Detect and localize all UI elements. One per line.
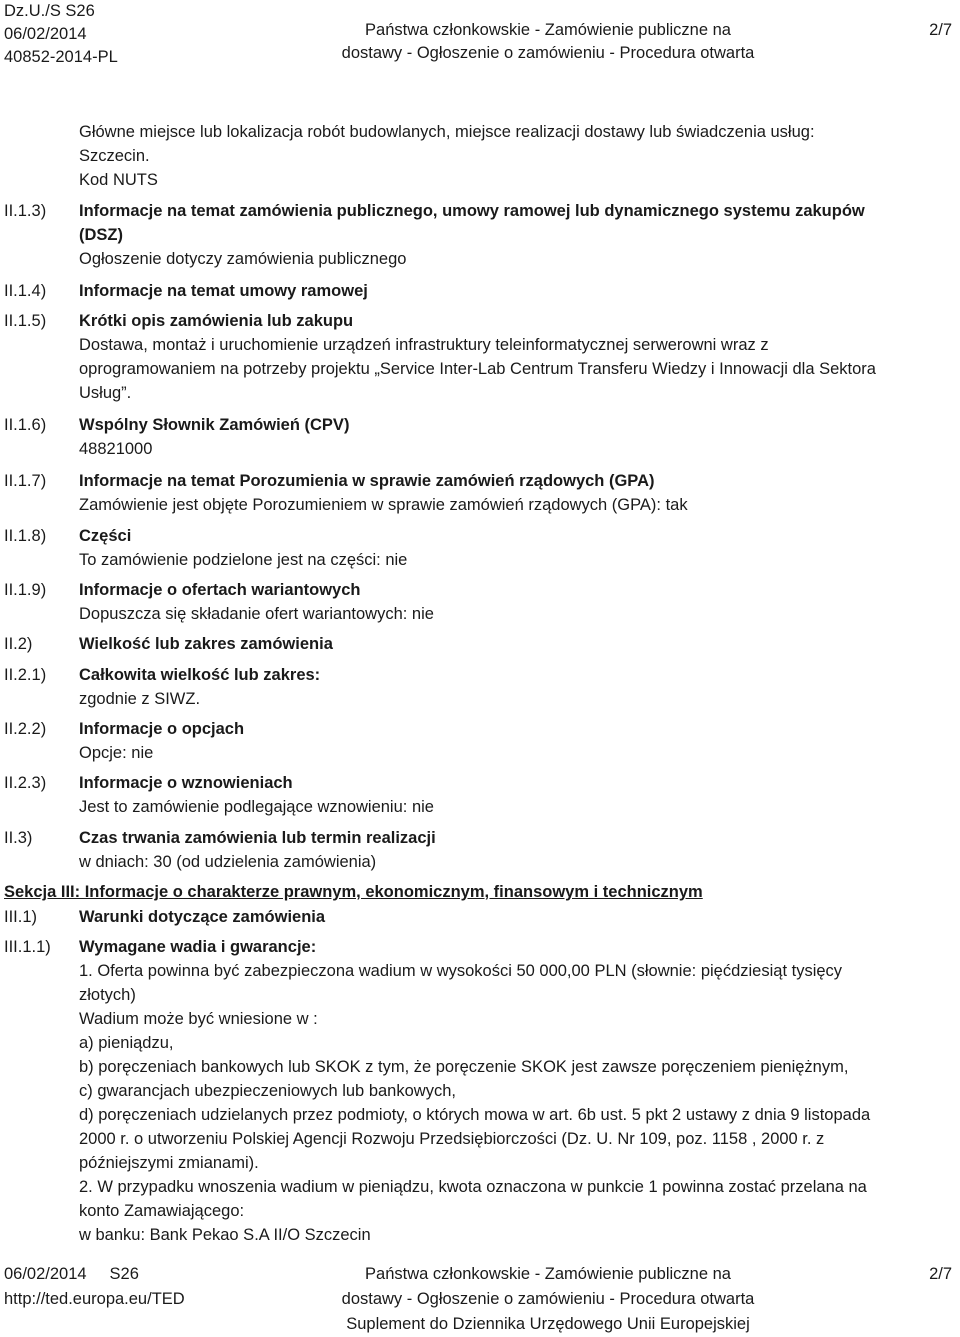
section-value: Zamówienie jest objęte Porozumieniem w sprawie zamówień rządowych (GPA): tak	[79, 496, 688, 514]
location-value: Szczecin.	[79, 147, 150, 165]
section-number: II.3)	[4, 829, 33, 847]
text-line: 1. Oferta powinna być zabezpieczona wadium w wysokości 50 000,00 PLN (słownie: pięćdziesiąt tysięcy	[79, 962, 843, 980]
section-value: Jest to zamówienie podlegające wznowieniu: nie	[79, 798, 434, 816]
section-number: II.1.7)	[4, 472, 47, 490]
section-number: II.1.9)	[4, 581, 47, 599]
nuts-label: Kod NUTS	[79, 171, 158, 189]
text-line: 2. W przypadku wnoszenia wadium w pieniądzu, kwota oznaczona w punkcie 1 powinna zostać przelana na	[79, 1178, 867, 1196]
text-line: 2000 r. o utworzeniu Polskiej Agencji Rozwoju Przedsiębiorczości (Dz. U. Nr 109, poz. 1158 , 2000 r. z	[79, 1130, 825, 1148]
footer-title-line2: dostawy - Ogłoszenie o zamówieniu - Procedura otwarta	[341, 1290, 755, 1308]
section-number: II.1.3)	[4, 202, 47, 220]
header-title	[268, 0, 828, 65]
section-heading: Wielkość lub zakres zamówienia	[79, 635, 333, 653]
text-line: w banku: Bank Pekao S.A II/O Szczecin	[79, 1226, 371, 1244]
footer-title	[268, 1262, 828, 1337]
text-line: d) poręczeniach udzielanych przez podmioty, o których mowa w art. 6b ust. 5 pkt 2 ustawy z dnia 9 listopada	[79, 1106, 871, 1124]
section-heading: Części	[79, 527, 132, 545]
section-value: w dniach: 30 (od udzielenia zamówienia)	[79, 853, 377, 871]
document-id: 40852-2014-PL	[4, 48, 118, 66]
section-heading: Krótki opis zamówienia lub zakupu	[79, 312, 354, 330]
ted-link[interactable]: http://ted.europa.eu/TED	[4, 1290, 185, 1308]
description-line: Usług”.	[79, 384, 132, 402]
cpv-code: 48821000	[79, 440, 153, 458]
section-value: To zamówienie podzielone jest na części: nie	[79, 551, 408, 569]
footer-date: 06/02/2014	[4, 1265, 87, 1283]
text-line: c) gwarancjach ubezpieczeniowych lub bankowych,	[79, 1082, 456, 1100]
section-number: II.2.3)	[4, 774, 47, 792]
section-value: Opcje: nie	[79, 744, 154, 762]
section-heading: Wspólny Słownik Zamówień (CPV)	[79, 416, 350, 434]
section-number: III.1.1)	[4, 938, 51, 956]
page-header	[0, 0, 960, 72]
section-III-title: Sekcja III: Informacje o charakterze prawnym, ekonomicznym, finansowym i technicznym	[4, 883, 703, 901]
section-heading: Informacje o wznowieniach	[79, 774, 293, 792]
section-heading: Czas trwania zamówienia lub termin realizacji	[79, 829, 436, 847]
journal-ref: Dz.U./S S26	[4, 2, 95, 20]
section-heading: Wymagane wadia i gwarancje:	[79, 938, 317, 956]
section-heading: Warunki dotyczące zamówienia	[79, 908, 326, 926]
section-number: II.2.2)	[4, 720, 47, 738]
header-date: 06/02/2014	[4, 25, 87, 43]
text-line: a) pieniądzu,	[79, 1034, 174, 1052]
section-heading: Informacje na temat umowy ramowej	[79, 282, 368, 300]
section-heading: Informacje o ofertach wariantowych	[79, 581, 361, 599]
page-footer	[0, 1262, 960, 1334]
footer-page-number: 2/7	[929, 1265, 952, 1283]
section-number: II.1.8)	[4, 527, 47, 545]
text-line: późniejszymi zmianami).	[79, 1154, 259, 1172]
section-number: II.2.1)	[4, 666, 47, 684]
text-line: Wadium może być wniesione w :	[79, 1010, 318, 1028]
header-title-line1: Państwa członkowskie - Zamówienie publiczne na	[365, 21, 731, 39]
text-line: b) poręczeniach bankowych lub SKOK z tym, że poręczenie SKOK jest zawsze poręczeniem pieniężnym,	[79, 1058, 849, 1076]
text-line: złotych)	[79, 986, 136, 1004]
description-line: oprogramowaniem na potrzeby projektu „Service Inter-Lab Centrum Transferu Wiedzy i Innowacji dla Sektora	[79, 360, 876, 378]
location-label: Główne miejsce lub lokalizacja robót budowlanych, miejsce realizacji dostawy lub świadczenia usług:	[79, 123, 815, 141]
section-heading: Informacje na temat Porozumienia w sprawie zamówień rządowych (GPA)	[79, 472, 655, 490]
section-heading: Całkowita wielkość lub zakres:	[79, 666, 321, 684]
section-heading: Informacje na temat zamówienia publicznego, umowy ramowej lub dynamicznego systemu zakupów	[79, 202, 865, 220]
section-number: II.1.6)	[4, 416, 47, 434]
section-heading: Informacje o opcjach	[79, 720, 245, 738]
section-number: II.1.5)	[4, 312, 47, 330]
header-page-number: 2/7	[929, 21, 952, 39]
section-number: II.1.4)	[4, 282, 47, 300]
footer-issue: S26	[109, 1265, 139, 1283]
section-value: Ogłoszenie dotyczy zamówienia publicznego	[79, 250, 407, 268]
text-line: konto Zamawiającego:	[79, 1202, 245, 1220]
section-heading-cont: (DSZ)	[79, 226, 123, 244]
section-number: III.1)	[4, 908, 38, 926]
footer-title-line3: Suplement do Dziennika Urzędowego Unii Europejskiej	[346, 1315, 750, 1333]
header-title-line2: dostawy - Ogłoszenie o zamówieniu - Procedura otwarta	[341, 44, 755, 62]
description-line: Dostawa, montaż i uruchomienie urządzeń infrastruktury teleinformatycznej serwerowni wraz z	[79, 336, 769, 354]
header-left	[4, 0, 118, 69]
section-value: Dopuszcza się składanie ofert wariantowych: nie	[79, 605, 434, 623]
section-value: zgodnie z SIWZ.	[79, 690, 201, 708]
footer-title-line1: Państwa członkowskie - Zamówienie publiczne na	[365, 1265, 731, 1283]
section-number: II.2)	[4, 635, 33, 653]
